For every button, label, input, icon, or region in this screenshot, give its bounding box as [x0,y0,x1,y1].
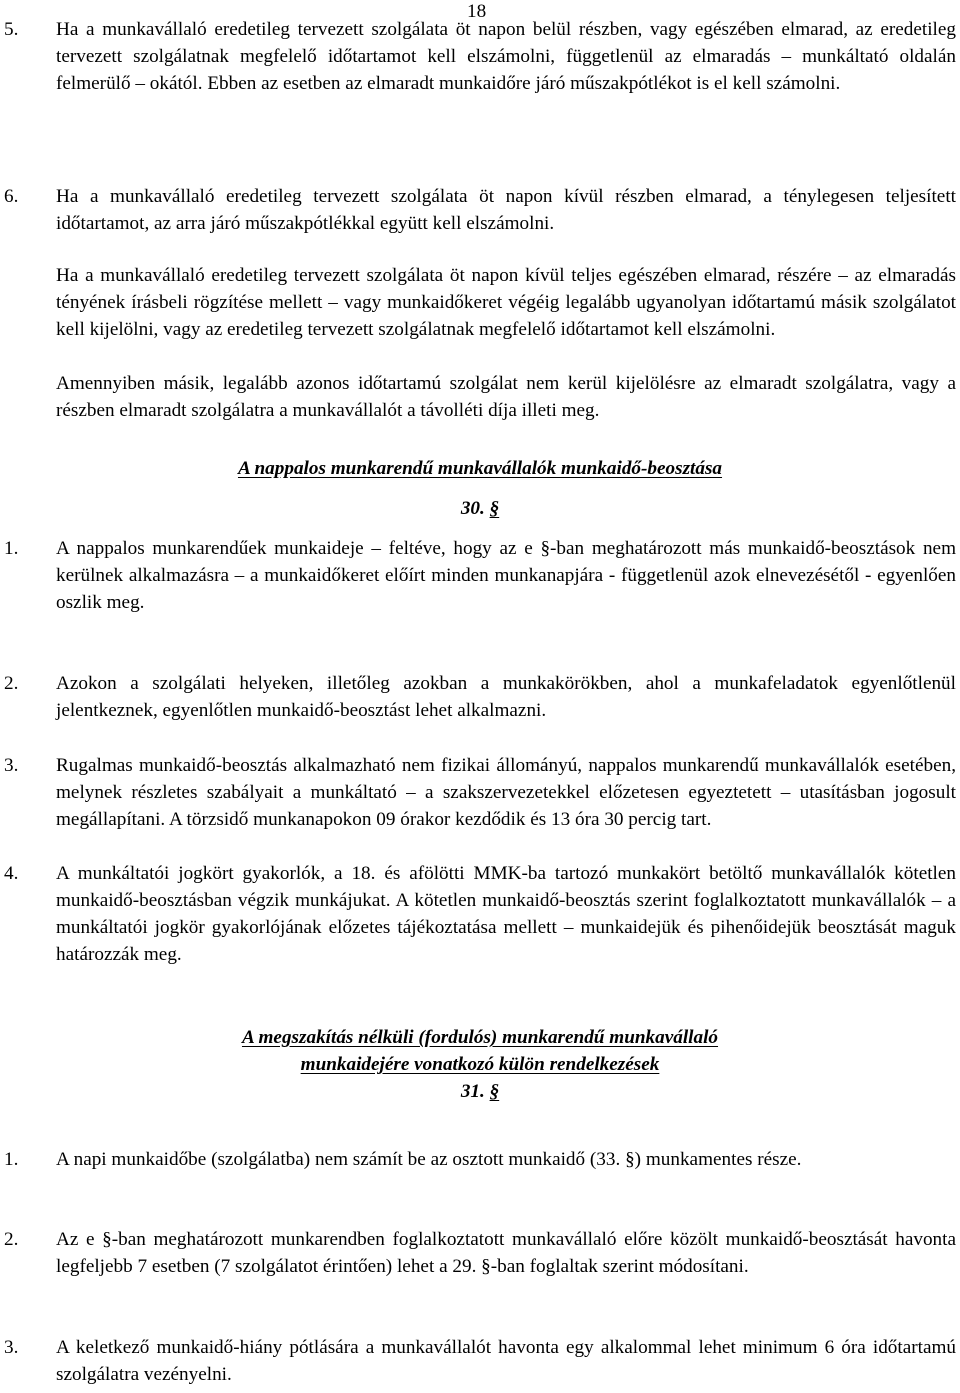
item-30-4-text: A munkáltatói jogkört gyakorlók, a 18. és afölötti MMK-ba tartozó munkakört betöltő munkavállalók kötetlen munkaidő-beosztásban végzik munkájukat. A kötetlen munkaidő-beosztás szerint foglalkoztatott munkavállalók – a munkáltatói jogkör gyakorlójának előzetes tájékoztatása mellett – munkaidejük és pihenőidejük beosztását maguk határozzák meg. [56,863,956,965]
section-30-number [0,495,960,522]
page-number: 18 [467,1,487,22]
paragraph-no-assignment: Amennyiben másik, legalább azonos időtartamú szolgálat nem kerül kijelölésre az elmaradt szolgálatra, vagy a részben elmaradt szolgálatra a munkavállalót a távolléti díja illeti meg. [56,373,956,421]
paragraph-full-absence: Ha a munkavállaló eredetileg tervezett szolgálata öt napon kívül teljes egészében elmarad, részére – az elmaradás tényének írásbeli rögzítése mellett – vagy munkaidőkeret végéig legalább ugyanolyan időtartamú másik szolgálatot kell kijelölni, vagy az eredetileg tervezett szolgálatnak megfelelő időtartamot kell elszámolni. [56,265,956,340]
item-30-3-number: 3. [4,755,19,776]
item-30-1-number: 1. [4,538,19,559]
section-31-label: 31. [460,1081,485,1102]
item-30-1-text: A nappalos munkarendűek munkaideje – feltéve, hogy az e §-ban meghatározott más munkaidő-beosztások nem kerülnek alkalmazásra – a munkaidőkeret előírt minden munkanapjára - függetlenül azok elnevezésétől - egyenlően oszlik meg. [56,538,956,613]
section-30-sign: § [489,498,500,519]
item-30-3-text: Rugalmas munkaidő-beosztás alkalmazható nem fizikai állományú, nappalos munkarendű munkavállalók esetében, melynek részletes szabályait a munkáltató – a szakszervezetekkel előzetesen egyeztetett – utasításban jogosult megállapítani. A törzsidő munkanapokon 09 órakor kezdődik és 13 óra 30 percig tart. [56,755,956,830]
item-31-1-number: 1. [4,1149,19,1170]
item-31-2-text: Az e §-ban meghatározott munkarendben foglalkoztatott munkavállaló előre közölt munkaidő-beosztását havonta legfeljebb 7 esetben (7 szolgálatot érintően) lehet a 29. §-ban foglaltak szerint módosítani. [56,1229,956,1277]
item-5-number: 5. [4,19,19,40]
item-6-number: 6. [4,186,19,207]
item-31-1-text: A napi munkaidőbe (szolgálatba) nem számít be az osztott munkaidő (33. §) munkamentes része. [56,1149,802,1170]
item-31-2-number: 2. [4,1229,19,1250]
section-31-number [0,1078,960,1105]
section-heading-daytime-schedule: A nappalos munkarendű munkavállalók munkaidő-beosztása [237,458,723,479]
section-heading-continuous-line1: A megszakítás nélküli (fordulós) munkarendű munkavállaló [241,1027,719,1048]
item-31-3-text: A keletkező munkaidő-hiány pótlására a munkavállalót havonta egy alkalommal lehet minimum 6 óra időtartamú szolgálatra vezényelni. [56,1337,956,1385]
item-6-text: Ha a munkavállaló eredetileg tervezett szolgálata öt napon kívül részben elmarad, a ténylegesen teljesített időtartamot, az arra járó műszakpótlékkal együtt kell elszámolni. [56,186,956,234]
section-heading-continuous-line2: munkaidejére vonatkozó külön rendelkezések [300,1054,660,1075]
item-30-4-number: 4. [4,863,19,884]
section-30-label: 30. [460,498,485,519]
item-5-text: Ha a munkavállaló eredetileg tervezett szolgálata öt napon belül részben, vagy egészében elmarad, az eredetileg tervezett szolgálatnak megfelelő időtartamot kell elszámolni, függetlenül az elmaradás – munkáltató oldalán felmerülő – okától. Ebben az esetben az elmaradt munkaidőre járó műszakpótlékot is el kell számolni. [56,19,956,94]
item-30-2-number: 2. [4,673,19,694]
section-31-sign: § [489,1081,500,1102]
item-31-3-number: 3. [4,1337,19,1358]
item-30-2-text: Azokon a szolgálati helyeken, illetőleg azokban a munkakörökben, ahol a munkafeladatok egyenlőtlenül jelentkeznek, egyenlőtlen munkaidő-beosztást lehet alkalmazni. [56,673,956,721]
